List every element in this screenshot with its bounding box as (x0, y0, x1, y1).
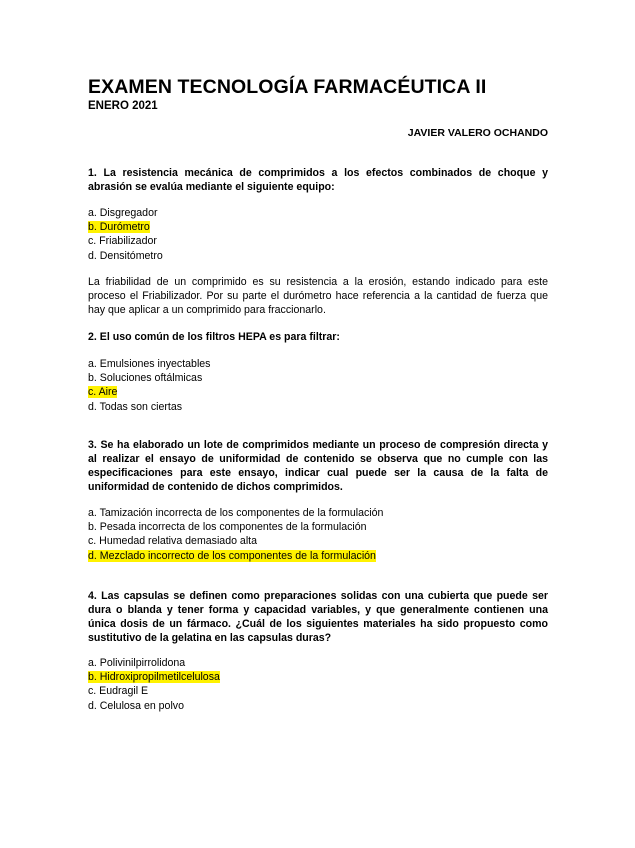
option-label: a. Disgregador (88, 207, 158, 219)
option (88, 670, 548, 684)
option (88, 357, 548, 371)
option-label: a. Emulsiones inyectables (88, 358, 211, 370)
option (88, 549, 548, 563)
option (88, 400, 548, 414)
option-label: d. Celulosa en polvo (88, 699, 184, 712)
option-label-highlighted: d. Mezclado incorrecto de los componentes de la formulación (88, 549, 376, 562)
question-1-explanation: La friabilidad de un comprimido es su resistencia a la erosión, estando indicado para este proceso el Friabilizador. Por su parte el durómetro hace referencia a la cantidad de fuerza que hay que aplicar a un comprimido para fraccionarlo. (88, 276, 548, 316)
option-label-highlighted: c. Aire (88, 386, 118, 399)
option-label: b. Soluciones oftálmicas (88, 372, 203, 385)
option-label: d. Todas son ciertas (88, 400, 183, 413)
option (88, 249, 548, 263)
exam-author: JAVIER VALERO OCHANDO (407, 127, 548, 139)
option-label: a. Polivinilpirrolidona (88, 657, 186, 669)
option (88, 520, 548, 534)
option (88, 656, 548, 670)
question-1-options (88, 206, 548, 263)
option (88, 206, 548, 220)
option-label: b. Pesada incorrecta de los componentes de la formulación (88, 521, 367, 534)
option (88, 699, 548, 713)
option-label-highlighted: b. Hidroxipropilmetilcelulosa (88, 671, 220, 684)
exam-title: EXAMEN TECNOLOGÍA FARMACÉUTICA II (88, 76, 487, 98)
option-label: c. Humedad relativa demasiado alta (88, 535, 258, 548)
question-2-options (88, 357, 548, 414)
question-4-options (88, 656, 548, 713)
option-label-highlighted: b. Durómetro (88, 221, 150, 234)
option-label: c. Eudragil E (88, 685, 149, 698)
option (88, 506, 548, 520)
option-label: a. Tamización incorrecta de los componentes de la formulación (88, 507, 384, 519)
question-1: 1. La resistencia mecánica de comprimidos a los efectos combinados de choque y abrasión se evalúa mediante el siguiente equipo: (88, 167, 548, 193)
option-label: d. Densitómetro (88, 249, 163, 262)
question-3-options (88, 506, 548, 563)
question-4: 4. Las capsulas se definen como preparaciones solidas con una cubierta que puede ser dura o blanda y tener forma y capacidad variables, y que generalmente contienen una única dosis de un fármaco. ¿Cuál de los siguientes materiales ha sido propuesto como sustitutivo de la gelatina en las capsulas duras? (88, 590, 548, 644)
option (88, 534, 548, 548)
option (88, 234, 548, 248)
question-3: 3. Se ha elaborado un lote de comprimidos mediante un proceso de compresión directa y al realizar el ensayo de uniformidad de contenido se observa que no cumple con las especificaciones para este ensayo, indicar cual puede ser la causa de la falta de uniformidad de contenido de dichos comprimidos. (88, 439, 548, 493)
exam-date: ENERO 2021 (88, 100, 158, 112)
option (88, 371, 548, 385)
option (88, 220, 548, 234)
question-2: 2. El uso común de los filtros HEPA es para filtrar: (88, 331, 340, 343)
option (88, 385, 548, 399)
option-label: c. Friabilizador (88, 235, 157, 248)
option (88, 684, 548, 698)
